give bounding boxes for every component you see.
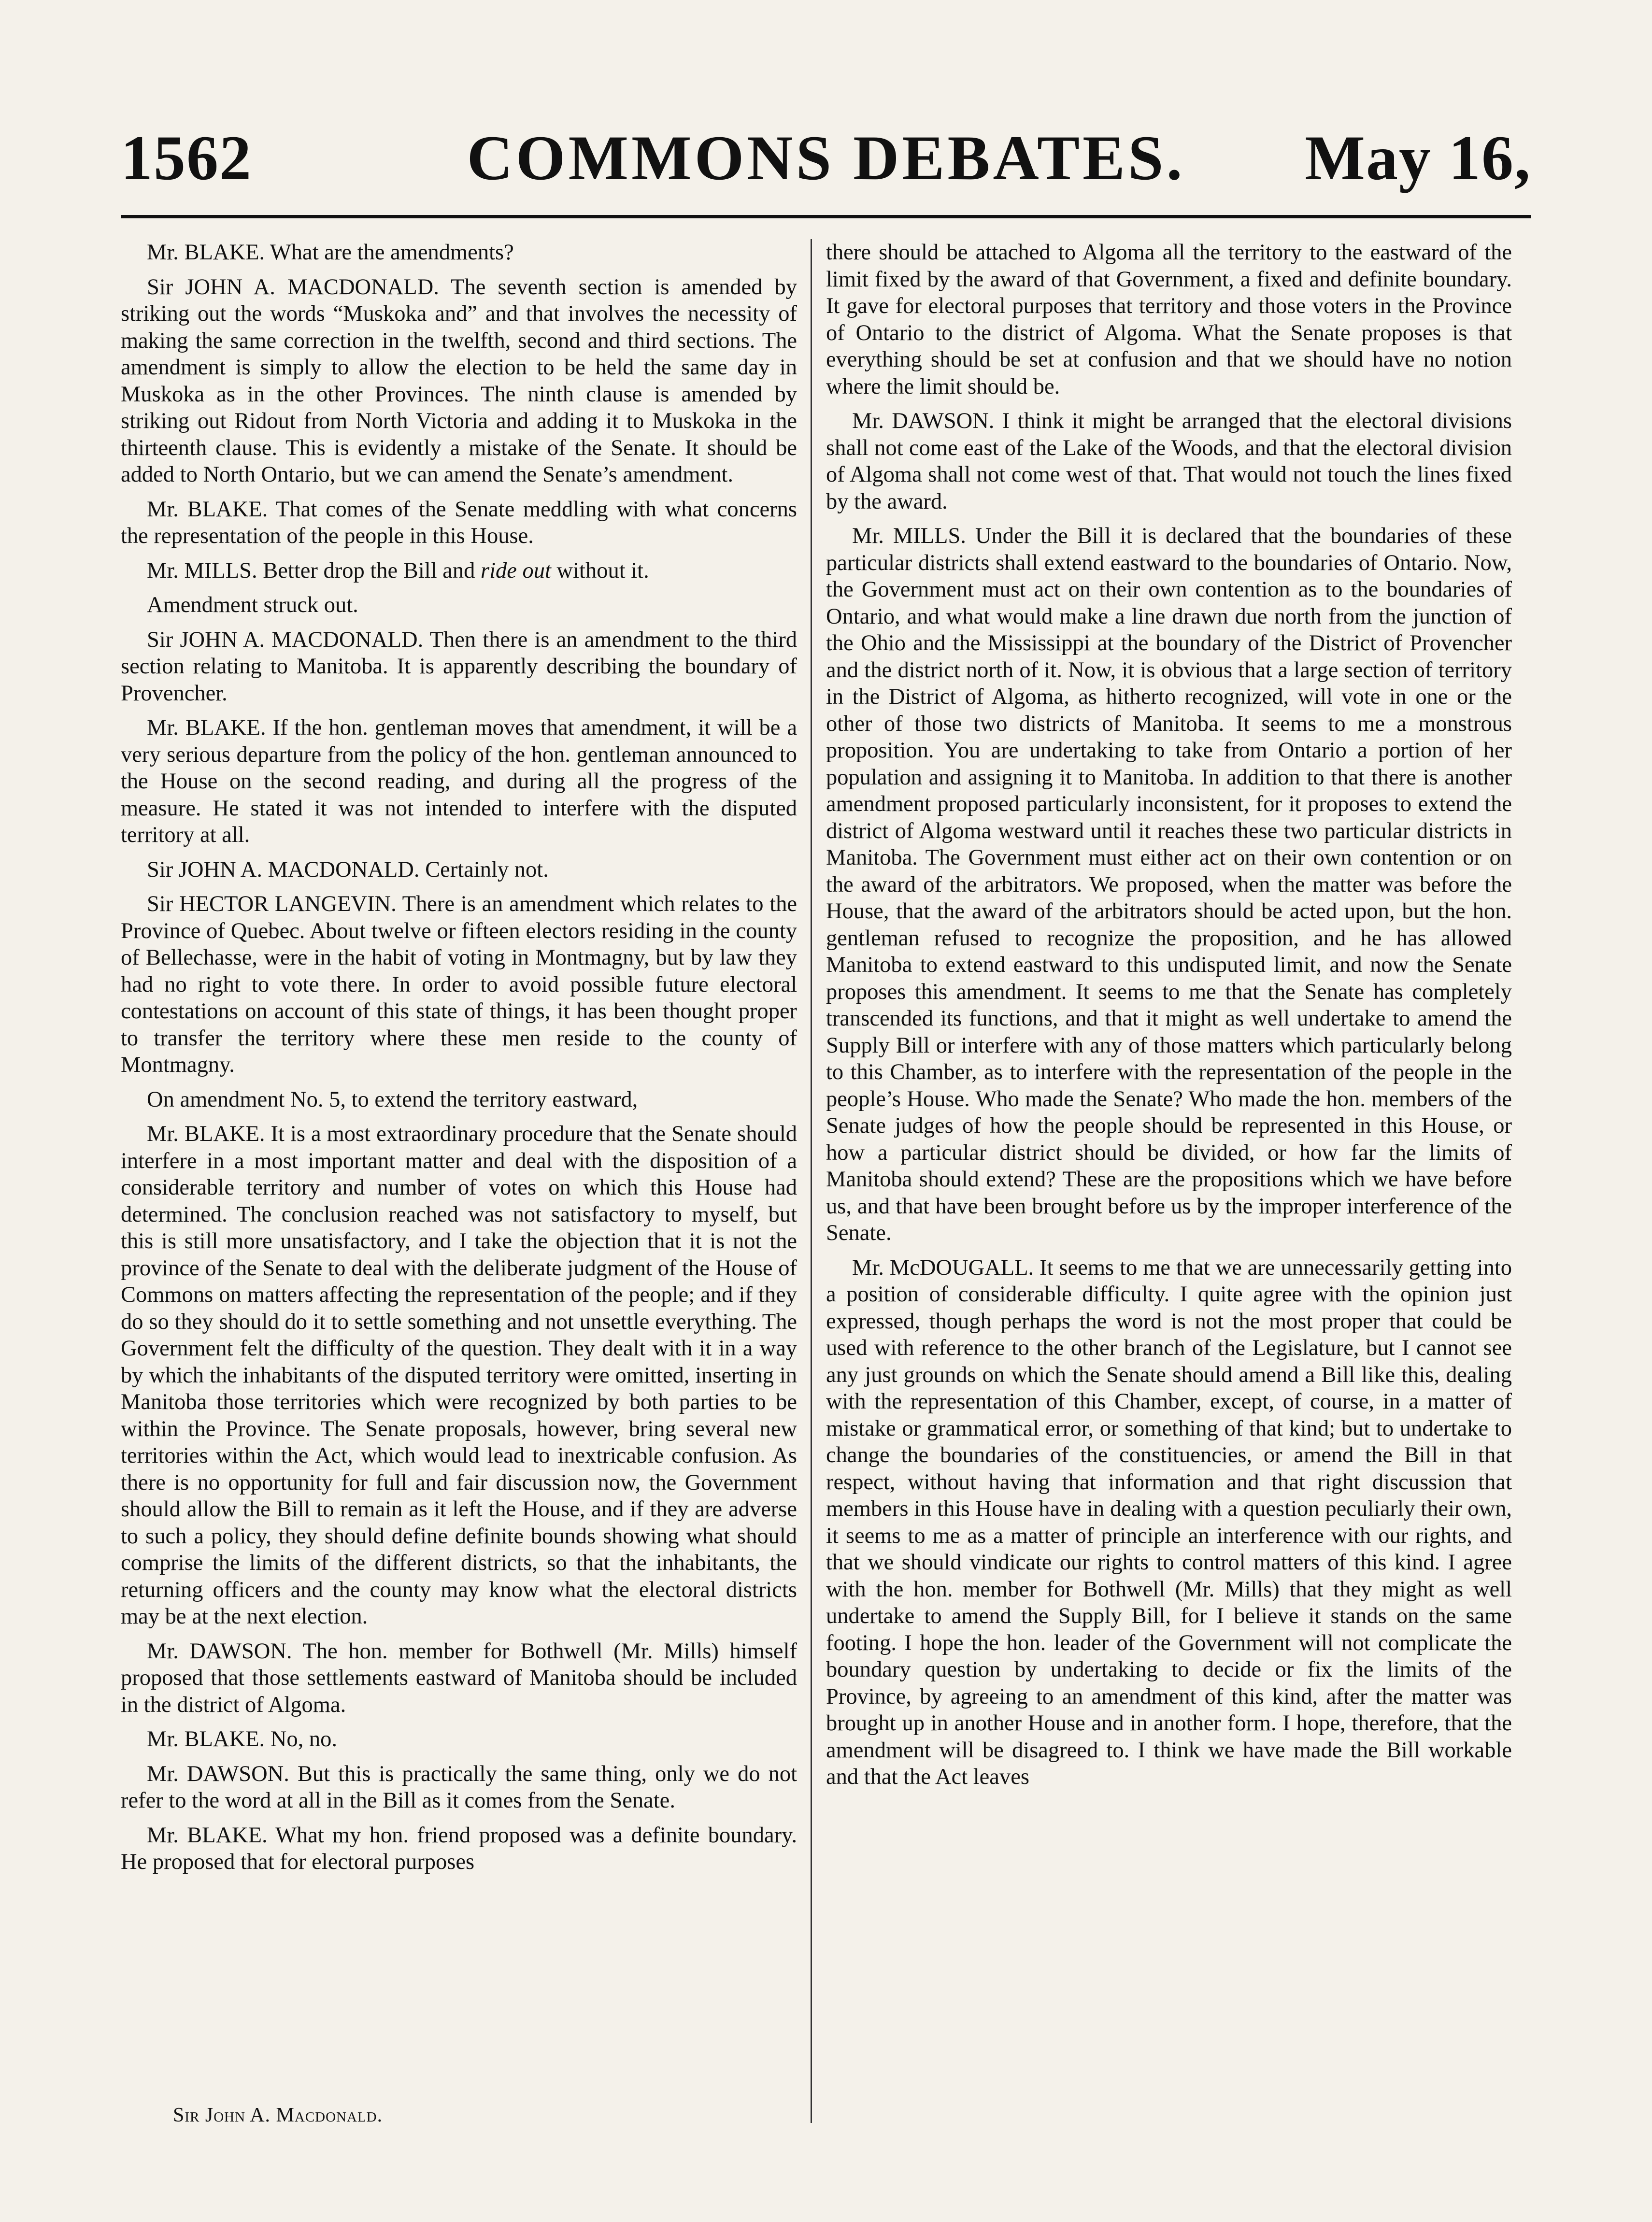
speaker-name: Mr. DAWSON.	[852, 409, 995, 433]
speaker-name: Mr. MILLS.	[147, 558, 257, 583]
speech-text: Under the Bill it is declared that the boundaries of these particular districts shall extend eastward to the boundaries of Ontario. Now, the Government must act on their own contention as to the boundaries of Ontario, and what would make a line drawn due north from the junction of the Ohio and the Mississippi at the boundary of the District of Provencher and the district north of it. Now, it is obvious that a large section of territory in the District of Algoma, as hitherto recognized, will vote in one or the other of those two districts of Manitoba. It seems to me a monstrous proposition. You are undertaking to take from Ontario a portion of her population and assigning it to Manitoba. In addition to that there is another amendment proposed particularly inconsistent, for it proposes to extend the district of Algoma westward until it reaches these two particular districts in Manitoba. The Government must either act on their own contention or on the award of the arbitrators. We proposed, when the matter was before the House, that the award of the arbitrators should be acted upon, but the hon. gentleman refused to recognize the proposition, and he has allowed Manitoba to extend eastward to this undisputed limit, and now the Senate proposes this amendment. It seems to me that the Senate has completely transcended its functions, and that it might as well undertake to amend the Supply Bill or interfere with any of those matters which particularly belong to this Chamber, as to interfere with the representation of the people in the people’s House. Who made the Senate? Who made the hon. members of the Senate judges of how the people should be represented in this House, or how a particular district should be divided, or how far the limits of Manitoba should extend? These are the propositions which we have before us, and that have been brought before us by the improper interference of the Senate.	[826, 524, 1512, 1245]
page-date: May 16,	[1305, 122, 1531, 193]
speech-paragraph	[826, 1254, 1512, 1791]
speech-text: It seems to me that we are unnecessarily getting into a position of considerable difficulty. I quite agree with the opinion just expressed, though perhaps the word is not the most proper that could be used with reference to the other branch of the Legislature, but I cannot see any just grounds on which the Senate should amend a Bill like this, dealing with the representation of this Chamber, except, of course, in a matter of mistake or grammatical error, or something of that kind; but to undertake to change the boundaries of the constituencies, or amend the Bill in that respect, without having that information and that right discussion that members in this House have in dealing with a question peculiarly their own, it seems to me as a matter of principle an interference with our rights, and that we should vindicate our rights to control matters of this kind. I agree with the hon. member for Bothwell (Mr. Mills) that they might as well undertake to amend the Supply Bill, for I believe it stands on the same footing. I hope the hon. leader of the Government will not complicate the boundary question by undertaking to decide or fix the limits of the Province, by agreeing to an amendment of this kind, after the matter was brought up in another House and in another form. I hope, therefore, that the amendment will be disagreed to. I think we have made the Bill workable and that the Act leaves	[826, 1255, 1512, 1789]
speech-text: Then there is an amendment to the third section relating to Manitoba. It is apparently describing the boundary of Provencher.	[121, 627, 797, 706]
speaker-name: Sir JOHN A. MACDONALD.	[147, 857, 420, 882]
speech-text: If the hon. gentleman moves that amendment, it will be a very serious departure from the policy of the hon. gentleman announced to the House on the second reading, and during all the progress of the measure. He stated it was not intended to interfere with the disputed territory at all.	[121, 715, 797, 847]
header-rule	[121, 215, 1531, 218]
speech-paragraph	[121, 1726, 797, 1753]
speech-italic: ride out	[480, 558, 551, 583]
speech-paragraph	[121, 891, 797, 1079]
speaker-name: Mr. DAWSON.	[147, 1761, 289, 1786]
speech-paragraph	[121, 1761, 797, 1814]
speech-paragraph	[121, 239, 797, 266]
speaker-name: Sir JOHN A. MACDONALD.	[147, 627, 424, 652]
speech-text-after: without it.	[556, 558, 649, 583]
speech-paragraph	[826, 408, 1512, 515]
speech-paragraph	[826, 239, 1512, 400]
speech-text: No, no.	[270, 1727, 337, 1752]
speech-paragraph	[121, 856, 797, 883]
speaker-name: Sir JOHN A. MACDONALD.	[147, 274, 439, 299]
speech-text: Amendment struck out.	[147, 593, 358, 617]
speech-paragraph	[121, 1086, 797, 1113]
speaker-name: Mr. BLAKE.	[147, 1823, 268, 1848]
page-number: 1562	[121, 122, 252, 193]
speech-text: There is an amendment which relates to the Province of Quebec. About twelve or fifteen electors residing in the county of Bellechasse, were in the habit of voting in Montmagny, but by law they had no right to vote there. In order to avoid possible future electoral contestations on account of this state of things, it has been thought proper to transfer the territory where these men reside to the county of Montmagny.	[121, 892, 797, 1077]
speech-text: What are the amendments?	[270, 240, 514, 265]
speech-text: What my hon. friend proposed was a definite boundary. He proposed that for electoral purposes	[121, 1823, 797, 1874]
speech-text: On amendment No. 5, to extend the territory eastward,	[147, 1087, 638, 1112]
page-header	[121, 101, 1531, 198]
speaker-name: Sir HECTOR LANGEVIN.	[147, 892, 397, 916]
speaker-name: Mr. MILLS.	[852, 524, 966, 548]
speech-text: I think it might be arranged that the electoral divisions shall not come east of the Lake of the Woods, and that the electoral division of Algoma shall not come west of that. That would not touch the lines fixed by the award.	[826, 409, 1512, 514]
speech-paragraph	[121, 627, 797, 707]
speech-paragraph	[121, 592, 797, 619]
column-divider	[811, 239, 812, 2123]
speech-text: But this is practically the same thing, only we do not refer to the word at all in the Bill as it comes from the Senate.	[121, 1761, 797, 1813]
footer-signature: Sir John A. Macdonald.	[173, 2104, 383, 2126]
speaker-name: Mr. BLAKE.	[147, 715, 266, 740]
speech-text: The hon. member for Bothwell (Mr. Mills) himself proposed that those settlements eastward of Manitoba should be included in the district of Algoma.	[121, 1638, 797, 1717]
page-title: COMMONS DEBATES.	[467, 122, 1185, 193]
speech-text: Certainly not.	[425, 857, 549, 882]
speech-paragraph	[121, 274, 797, 488]
left-column	[121, 239, 797, 2133]
speech-paragraph	[121, 714, 797, 849]
speech-paragraph	[121, 496, 797, 550]
speaker-name: Mr. BLAKE.	[147, 1727, 265, 1752]
speech-text: The seventh section is amended by striking out the words “Muskoka and” and that involves the necessity of making the same correction in the twelfth, second and third sections. The amendment is simply to allow the election to be held the same day in Muskoka as in the other Provinces. The ninth clause is amended by striking out Ridout from North Victoria and adding it to Muskoka in the thirteenth clause. This is evidently a mistake of the Senate. It should be added to North Ontario, but we can amend the Senate’s amendment.	[121, 274, 797, 487]
speaker-name: Mr. BLAKE.	[147, 1122, 265, 1146]
speech-paragraph	[826, 523, 1512, 1247]
speech-text: It is a most extraordinary procedure that the Senate should interfere in a most important matter and deal with the disposition of a considerable territory and number of votes on which this House had determined. The conclusion reached was not satisfactory to myself, but this is still more unsatisfactory, and I take the objection that it is not the province of the Senate to deal with the deliberate judgment of the House of Commons on matters affecting the representation of the people; and if they do so they should do it to settle something and not unsettle everything. The Government felt the difficulty of the question. They dealt with it in a way by which the inhabitants of the disputed territory were omitted, inserting in Manitoba those territories which were recognized by both parties to be within the Province. The Senate proposals, however, bring several new territories within the Act, which would lead to inextricable confusion. As there is no opportunity for full and fair discussion now, the Government should allow the Bill to remain as it left the House, and if they are adverse to such a policy, they should define definite bounds showing what should comprise the limits of the different districts, so that the inhabitants, the returning officers and the county may know what the electoral districts may be at the next election.	[121, 1122, 797, 1629]
speech-text: That comes of the Senate meddling with what concerns the representation of the people in this House.	[121, 497, 797, 548]
speaker-name: Mr. McDOUGALL.	[852, 1255, 1034, 1280]
speech-paragraph	[121, 1638, 797, 1719]
speech-paragraph	[121, 1121, 797, 1630]
speech-paragraph	[121, 1822, 797, 1876]
speech-paragraph	[121, 557, 797, 584]
right-column	[826, 239, 1512, 2133]
speech-text: there should be attached to Algoma all the territory to the eastward of the limit fixed by the award of that Government, a fixed and definite boundary. It gave for electoral purposes that territory and those voters in the Province of Ontario to the district of Algoma. What the Senate proposes is that everything should be set at confusion and that we should have no notion where the limit should be.	[826, 240, 1512, 399]
speaker-name: Mr. BLAKE.	[147, 240, 265, 265]
speech-text: Better drop the Bill and	[263, 558, 475, 583]
speaker-name: Mr. BLAKE.	[147, 497, 268, 522]
speaker-name: Mr. DAWSON.	[147, 1638, 292, 1664]
